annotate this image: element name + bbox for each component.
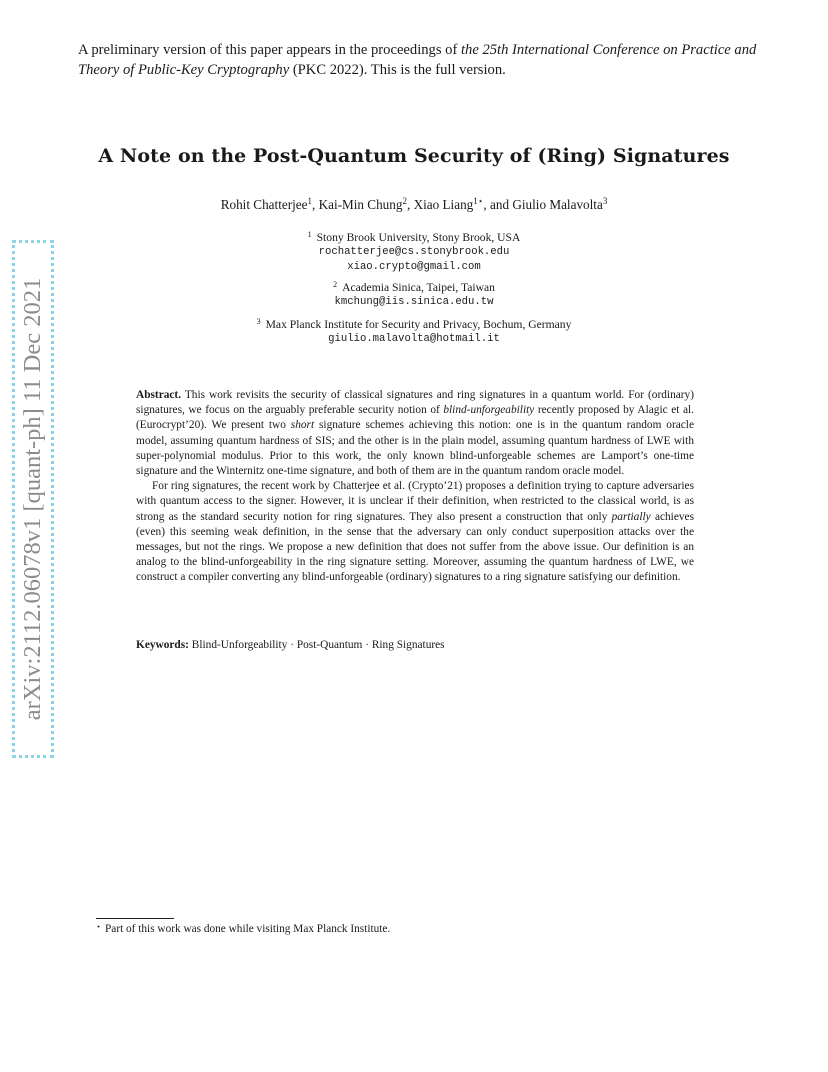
preliminary-note [78, 40, 758, 80]
arxiv-stamp [12, 240, 54, 758]
affiliation-1 [0, 227, 828, 275]
abstract-label: Abstract. [136, 389, 182, 401]
prelim-venue: the 25th International Conference on Practice and Theory of Public-Key Cryptography [78, 42, 757, 78]
affiliation-number: 1 [307, 230, 312, 239]
abstract-text: achieves (even) this seeming weak definition, in the sense that the adversary can only conduct superposition attacks over the messages, but not the rings. We propose a new definition that does not suffer from the above issue. Our definition is an analog to the blind-unforgeability in the ring signature setting. Moreover, assuming the quantum hardness of LWE, we construct a compiler converting any blind-unforgeable (ordinary) signatures to a ring signature satisfying our definition. [136, 510, 694, 584]
keyword-separator: · [287, 639, 297, 651]
abstract-emphasis: short [290, 419, 315, 432]
author-affil-mark: 2 [402, 196, 407, 206]
affiliation-2 [0, 277, 828, 310]
affiliation-number: 2 [333, 280, 338, 289]
affiliation-name: Academia Sinica, Taipei, Taiwan [342, 281, 495, 294]
abstract-text: For ring signatures, the recent work by Chatterjee et al. (Crypto’21) proposes a definition trying to capture adversaries with quantum access to the signer. However, it is unclear if their definition, when restricted to the classical world, is as strong as the standard security notion for ring signatures. They also present a construction that only [136, 480, 694, 523]
author: Rohit Chatterjee [220, 197, 308, 212]
abstract-paragraph-1 [136, 388, 694, 479]
footnote-mark: ⋆ [96, 922, 102, 931]
prelim-text: A preliminary version of this paper appears in the proceedings of [78, 42, 461, 58]
abstract-paragraph-2 [136, 479, 694, 585]
email: giulio.malavolta@hotmail.it [328, 333, 500, 345]
keyword: Blind-Unforgeability [191, 639, 288, 651]
paper-title: A Note on the Post-Quantum Security of (Ring) Signatures [98, 145, 730, 167]
keywords [136, 639, 696, 651]
affiliation-name: Stony Brook University, Stony Brook, USA [316, 231, 521, 244]
author-separator: , [406, 197, 414, 212]
abstract-text: signature schemes achieving this notion: one is in the quantum random oracle model, assuming quantum hardness of SIS; and the other is in the plain model, assuming quantum hardness of LWE with super-polynomial modulus. Prior to this work, the only known blind-unforgeable schemes are Lamport’s one-time signature and the Winternitz one-time signature, and both of them are in the quantum random oracle model. [136, 419, 694, 478]
author-separator: , and [483, 197, 513, 212]
author-separator: , [311, 197, 319, 212]
email: kmchung@iis.sinica.edu.tw [334, 296, 494, 308]
arxiv-stamp-text: arXiv:2112.06078v1 [quant-ph] 11 Dec 2021 [19, 277, 46, 721]
abstract-emphasis: partially [611, 510, 651, 523]
abstract-text: recently proposed by Alagic et al. (Eurocrypt’20). We present two [136, 404, 694, 432]
keyword-separator: · [362, 639, 372, 651]
abstract [136, 388, 694, 586]
author: Kai-Min Chung [318, 197, 403, 212]
author-affil-mark: 3 [602, 196, 608, 206]
author: Xiao Liang [413, 197, 474, 212]
email: xiao.crypto@gmail.com [347, 261, 481, 273]
footnote-rule [96, 918, 174, 919]
author: Giulio Malavolta [512, 197, 603, 212]
keywords-label: Keywords: [136, 639, 189, 651]
affiliation-3 [0, 314, 828, 347]
keyword: Ring Signatures [371, 639, 445, 651]
footnote [96, 922, 390, 935]
email: rochatterjee@cs.stonybrook.edu [318, 246, 510, 258]
abstract-text: This work revisits the security of classical signatures and ring signatures in a quantum world. For (ordinary) signatures, we focus on the arguably preferable security notion of [136, 389, 694, 417]
keyword: Post-Quantum [296, 639, 363, 651]
affiliation-number: 3 [256, 317, 261, 326]
abstract-emphasis: blind-unforgeability [443, 404, 535, 417]
author-affil-mark: 1⋆ [473, 196, 484, 206]
author-affil-mark: 1 [307, 196, 312, 206]
author-list [0, 196, 828, 213]
affiliation-name: Max Planck Institute for Security and Privacy, Bochum, Germany [265, 318, 572, 331]
footnote-text: Part of this work was done while visiting Max Planck Institute. [105, 923, 391, 935]
prelim-text-end: (PKC 2022). This is the full version. [289, 62, 506, 78]
